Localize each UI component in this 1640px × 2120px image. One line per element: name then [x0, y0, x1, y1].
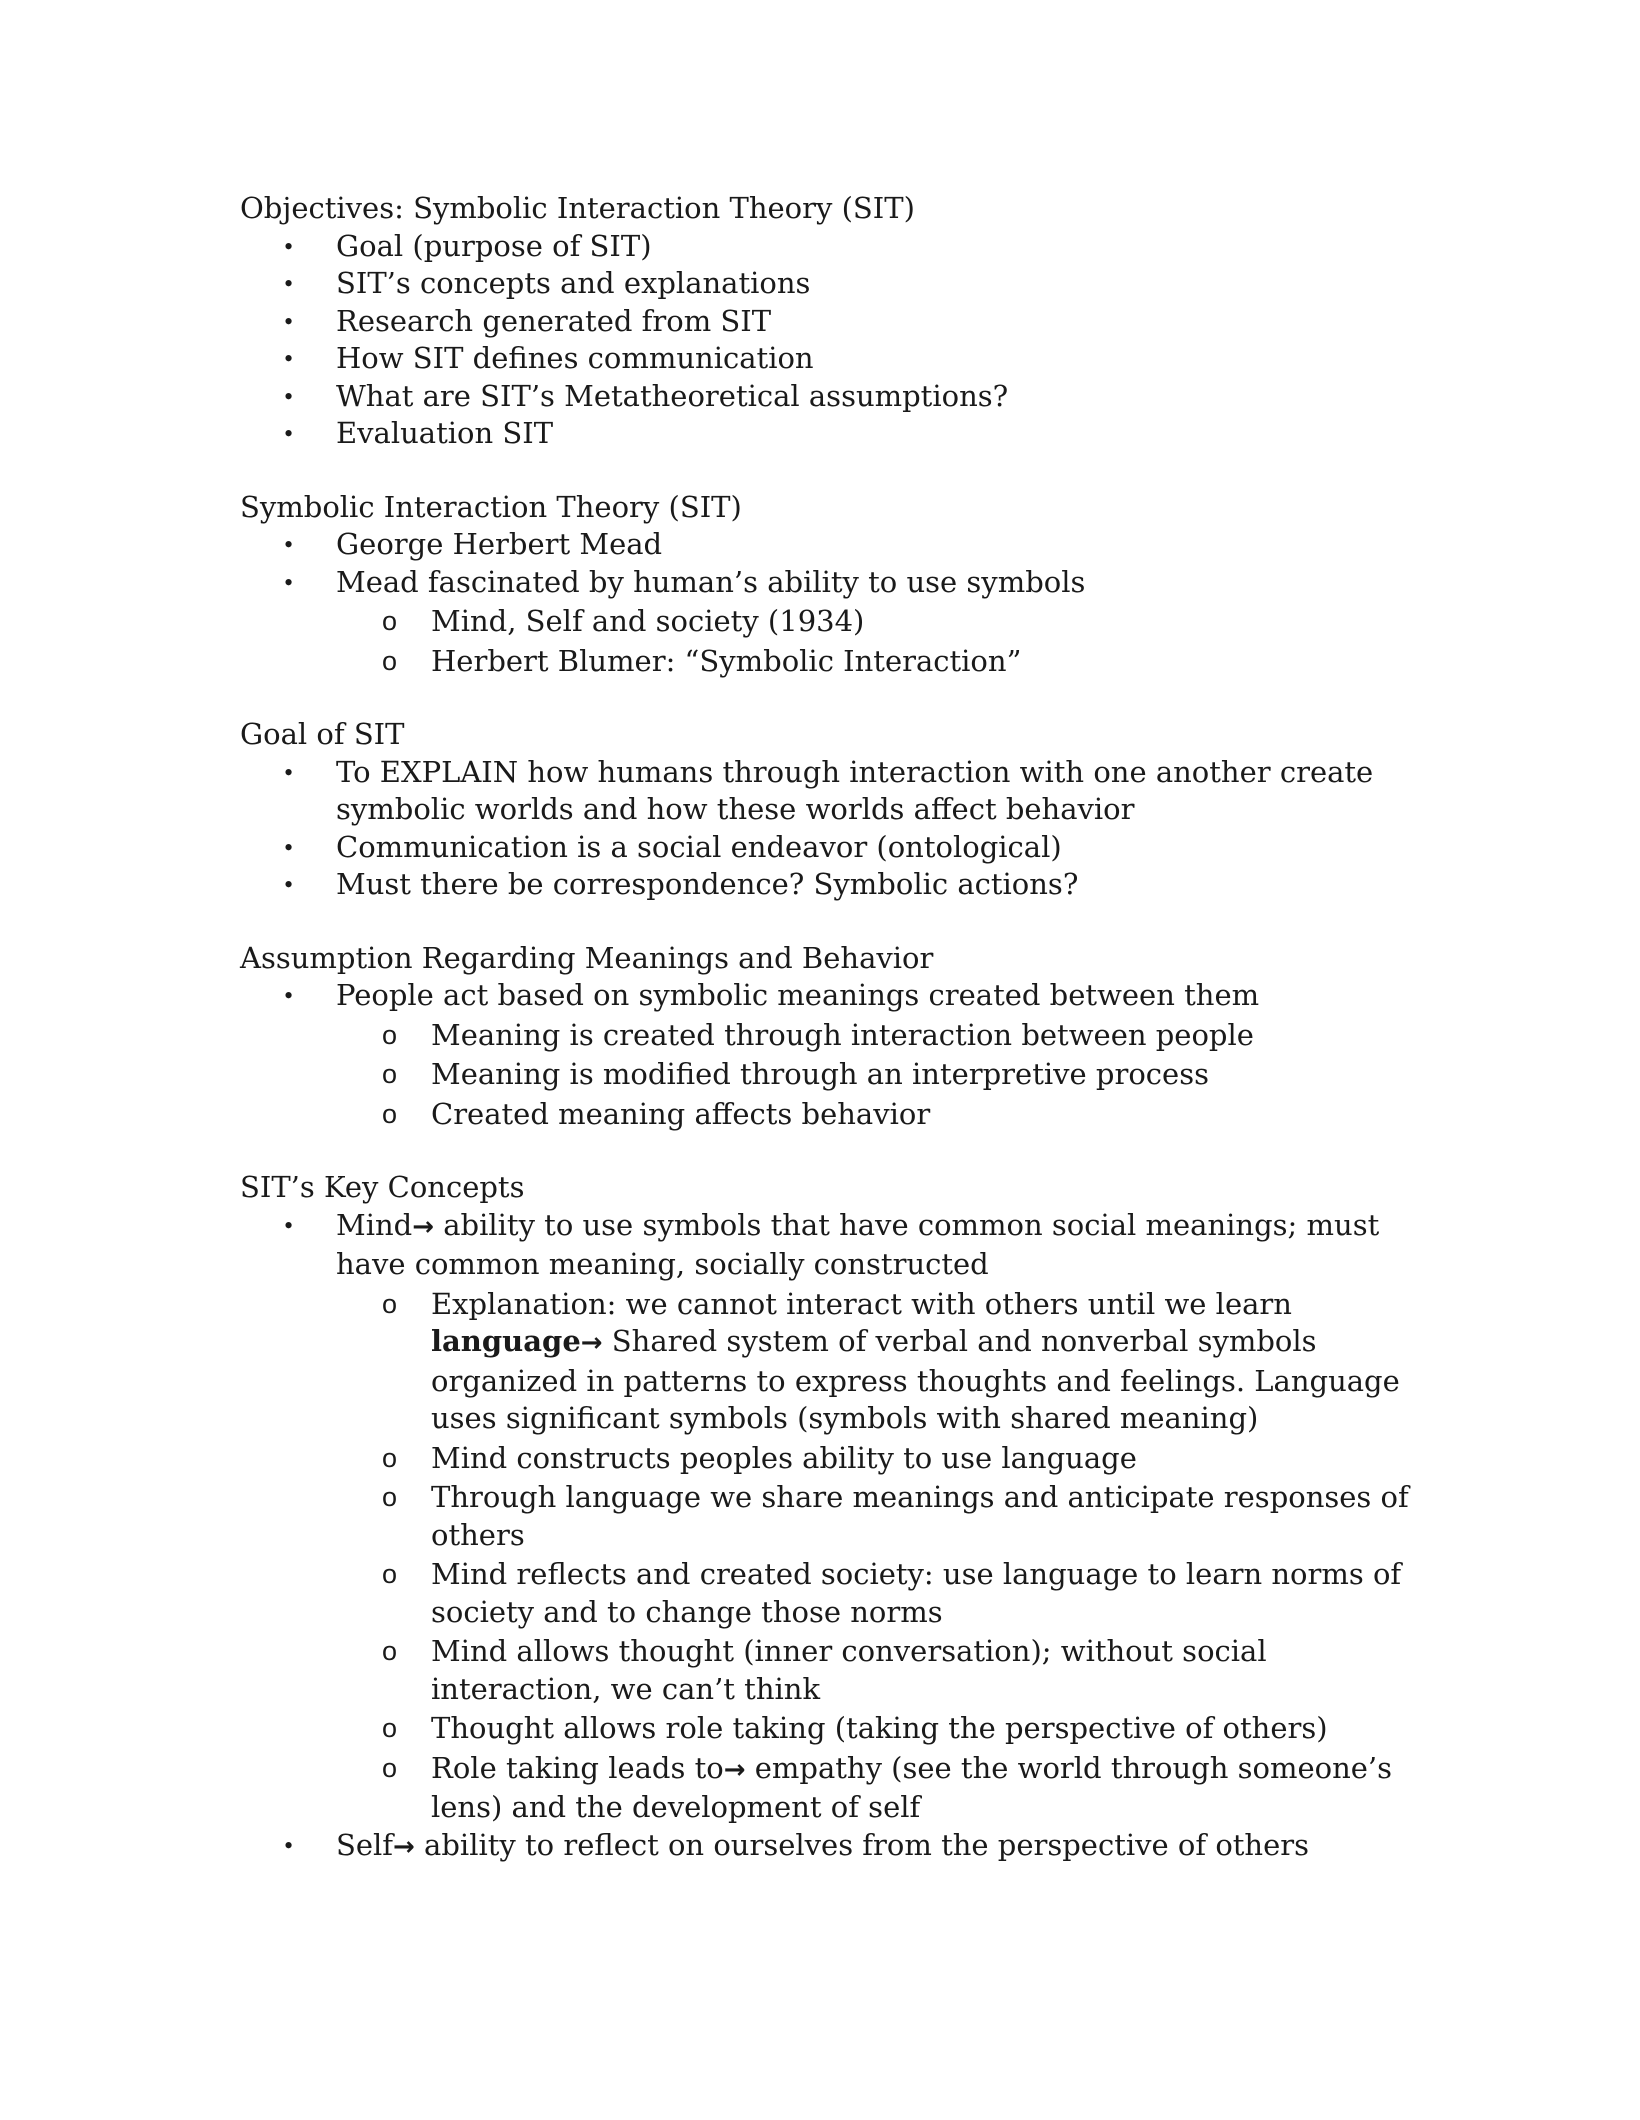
sub-bullet-marker: o — [382, 1752, 398, 1783]
sub-list-item: o Role taking leads to→ empathy (see the world through someone’s lens) and the development of self — [382, 1750, 1393, 1824]
bullet-marker: • — [284, 381, 294, 411]
sub-bullet-marker: o — [382, 1019, 398, 1050]
bullet-list — [240, 977, 1440, 1133]
list-item: • Communication is a social endeavor (ontological) — [240, 829, 1440, 867]
bold-term: language — [431, 1324, 581, 1358]
arrow-icon: → — [393, 1831, 415, 1862]
bullet-marker: • — [284, 870, 294, 899]
sub-bullet-marker: o — [382, 1288, 398, 1319]
sub-list-item: o Explanation: we cannot interact with others until we learn language→ Shared system of verbal and nonverbal symbols organized in patterns to express thoughts and feelings. Language uses significant symbols (symbols with shared meaning) — [382, 1286, 1400, 1435]
bullet-marker: • — [284, 231, 294, 261]
sub-list-item: o Created meaning affects behavior — [240, 1096, 1440, 1134]
arrow-icon: → — [580, 1328, 603, 1358]
bullet-marker: • — [284, 981, 294, 1010]
sub-bullet-marker: o — [382, 645, 398, 676]
bullet-marker: • — [284, 1210, 294, 1240]
bullet-marker: • — [284, 306, 294, 336]
sub-list-item: o Thought allows role taking (taking the perspective of others) — [240, 1710, 1440, 1748]
bullet-marker: • — [284, 269, 294, 298]
list-item: • Mead fascinated by human’s ability to use symbols — [240, 564, 1440, 602]
sub-bullet-marker: o — [382, 606, 398, 636]
bullet-marker: • — [284, 1830, 294, 1860]
term: Self — [336, 1827, 394, 1862]
objectives-section — [240, 190, 1440, 453]
sub-bullet-marker: o — [382, 1559, 398, 1589]
list-item: • Mind→ ability to use symbols that have common social meanings; must have common meaning, socially constructed — [284, 1207, 1380, 1281]
bullet-marker: • — [284, 567, 294, 597]
bullet-list — [240, 1207, 1440, 1867]
bullet-list — [240, 754, 1440, 904]
bullet-list — [240, 228, 1440, 453]
sub-list-item: o Through language we share meanings and anticipate responses of others — [382, 1480, 1409, 1552]
sub-bullet-marker: o — [382, 1713, 398, 1743]
list-item: • Research generated from SIT — [240, 303, 1440, 341]
section-heading: Symbolic Interaction Theory (SIT) — [240, 489, 742, 524]
sub-list-item: o Mind reflects and created society: use language to learn norms of society and to change those norms — [382, 1557, 1402, 1629]
arrow-icon: → — [723, 1754, 746, 1785]
section-heading: SIT’s Key Concepts — [240, 1170, 525, 1204]
sit-section — [240, 489, 1440, 681]
sub-list-item: o Mind, Self and society (1934) — [240, 603, 1440, 641]
section-heading: Objectives: Symbolic Interaction Theory (SIT) — [240, 191, 915, 225]
sub-bullet-marker: o — [382, 1442, 398, 1473]
sub-bullet-marker: o — [382, 1059, 398, 1089]
list-item: • Goal (purpose of SIT) — [240, 228, 1440, 266]
bullet-marker: • — [284, 757, 294, 787]
list-item: • Evaluation SIT — [240, 415, 1440, 453]
list-item: • How SIT defines communication — [240, 340, 1440, 378]
document-page — [240, 190, 1440, 1902]
concepts-section — [240, 1169, 1440, 1866]
bullet-marker: • — [284, 832, 294, 862]
list-item: • Self→ ability to reflect on ourselves from the perspective of others — [240, 1827, 1440, 1867]
list-item: • What are SIT’s Metatheoretical assumptions? — [240, 378, 1440, 416]
assumption-section — [240, 940, 1440, 1134]
bullet-marker: • — [284, 530, 294, 559]
sub-list-item: o Herbert Blumer: “Symbolic Interaction” — [240, 643, 1440, 681]
arrow-icon: → — [412, 1211, 435, 1242]
list-item: • Must there be correspondence? Symbolic actions? — [240, 866, 1440, 904]
sub-list-item: o Mind constructs peoples ability to use language — [240, 1440, 1440, 1478]
sub-bullet-marker: o — [382, 1482, 398, 1512]
sub-list-item: o Meaning is created through interaction between people — [240, 1017, 1440, 1055]
bullet-list — [240, 526, 1440, 680]
list-item: • George Herbert Mead — [240, 526, 1440, 564]
term: Mind — [336, 1207, 413, 1242]
bullet-marker: • — [284, 344, 294, 373]
sub-bullet-marker: o — [382, 1098, 398, 1129]
list-item: • People act based on symbolic meanings created between them — [240, 977, 1440, 1015]
section-heading: Goal of SIT — [240, 717, 405, 751]
list-item: • SIT’s concepts and explanations — [240, 265, 1440, 303]
sub-list-item: o Mind allows thought (inner conversation); without social interaction, we can’t think — [382, 1634, 1267, 1706]
sub-bullet-marker: o — [382, 1636, 398, 1666]
goal-section — [240, 716, 1440, 904]
section-heading: Assumption Regarding Meanings and Behavior — [240, 940, 934, 975]
list-item: • To EXPLAIN how humans through interaction with one another create symbolic worlds and how these worlds affect behavior — [284, 754, 1374, 826]
sub-list-item: o Meaning is modified through an interpretive process — [240, 1056, 1440, 1094]
bullet-marker: • — [284, 419, 294, 448]
